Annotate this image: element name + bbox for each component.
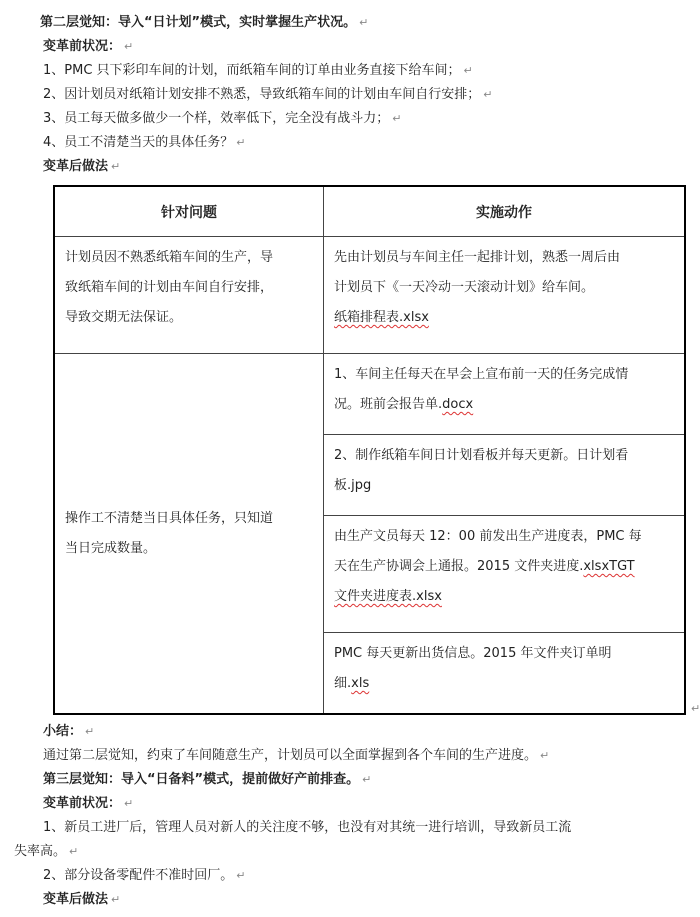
row1-problem: 计划员因不熟悉纸箱车间的生产，导 致纸箱车间的计划由车间自行安排， 导致交期无法保证。 bbox=[54, 237, 324, 354]
after-heading: 变革后做法 ↵ bbox=[43, 159, 121, 174]
summary-heading: 小结： ↵ bbox=[43, 724, 95, 739]
layer3-item-2: 2、部分设备零配件不准时回厂。 ↵ bbox=[43, 868, 246, 883]
row2-action-1: 1、车间主任每天在早会上宣布前一天的任务完成情 况。班前会报告单.docx bbox=[324, 354, 686, 435]
table-row bbox=[54, 354, 685, 435]
layer2-heading: 第二层觉知：导入“日计划”模式，实时掌握生产状况。 ↵ bbox=[40, 15, 369, 30]
before-item-4: 4、员工不清楚当天的具体任务？ ↵ bbox=[43, 135, 246, 150]
measures-table bbox=[53, 185, 686, 715]
table-header-row bbox=[54, 186, 685, 237]
layer3-item-1-cont: 失率高。 ↵ bbox=[14, 844, 79, 859]
row2-action-4: PMC 每天更新出货信息。2015 年文件夹订单明 细.xls bbox=[324, 633, 686, 715]
table-row bbox=[54, 237, 685, 354]
before-item-2: 2、因计划员对纸箱计划安排不熟悉，导致纸箱车间的计划由车间自行安排； ↵ bbox=[43, 87, 493, 102]
before-heading: 变革前状况： ↵ bbox=[43, 39, 134, 54]
before-item-3: 3、员工每天做多做少一个样，效率低下，完全没有战斗力； ↵ bbox=[43, 111, 402, 126]
file-link[interactable]: 文件夹进度表.xlsx bbox=[334, 589, 442, 604]
file-link[interactable]: docx bbox=[442, 397, 474, 412]
row2-action-3: 由生产文员每天 12：00 前发出生产进度表，PMC 每 天在生产协调会上通报。2015 文件夹进度.xlsxTGT 文件夹进度表.xlsx bbox=[324, 516, 686, 633]
before-item-1: 1、PMC 只下彩印车间的计划，而纸箱车间的订单由业务直接下给车间； ↵ bbox=[43, 63, 473, 78]
row1-action: 先由计划员与车间主任一起排计划，熟悉一周后由 计划员下《一天冷动一天滚动计划》给车间。 纸箱排程表.xlsx bbox=[324, 237, 686, 354]
summary-text: 通过第二层觉知，约束了车间随意生产，计划员可以全面掌握到各个车间的生产进度。 ↵ bbox=[43, 748, 550, 763]
header-action: 实施动作 bbox=[324, 186, 686, 237]
table-end-mark: ↵ bbox=[691, 702, 700, 715]
header-problem: 针对问题 bbox=[54, 186, 324, 237]
file-link[interactable]: 纸箱排程表.xlsx bbox=[334, 310, 429, 325]
row2-problem: 操作工不清楚当日具体任务，只知道 当日完成数量。 bbox=[54, 354, 324, 715]
layer3-after-heading: 变革后做法 ↵ bbox=[43, 892, 121, 907]
layer3-item-1: 1、新员工进厂后，管理人员对新人的关注度不够，也没有对其统一进行培训，导致新员工流 bbox=[43, 820, 572, 835]
file-link[interactable]: xlsxTGT bbox=[583, 559, 635, 574]
layer3-before-heading: 变革前状况： ↵ bbox=[43, 796, 134, 811]
row2-action-2: 2、制作纸箱车间日计划看板并每天更新。日计划看 板.jpg bbox=[324, 435, 686, 516]
file-link[interactable]: xls bbox=[351, 676, 370, 691]
layer3-heading: 第三层觉知：导入“日备料”模式，提前做好产前排查。 ↵ bbox=[43, 772, 372, 787]
